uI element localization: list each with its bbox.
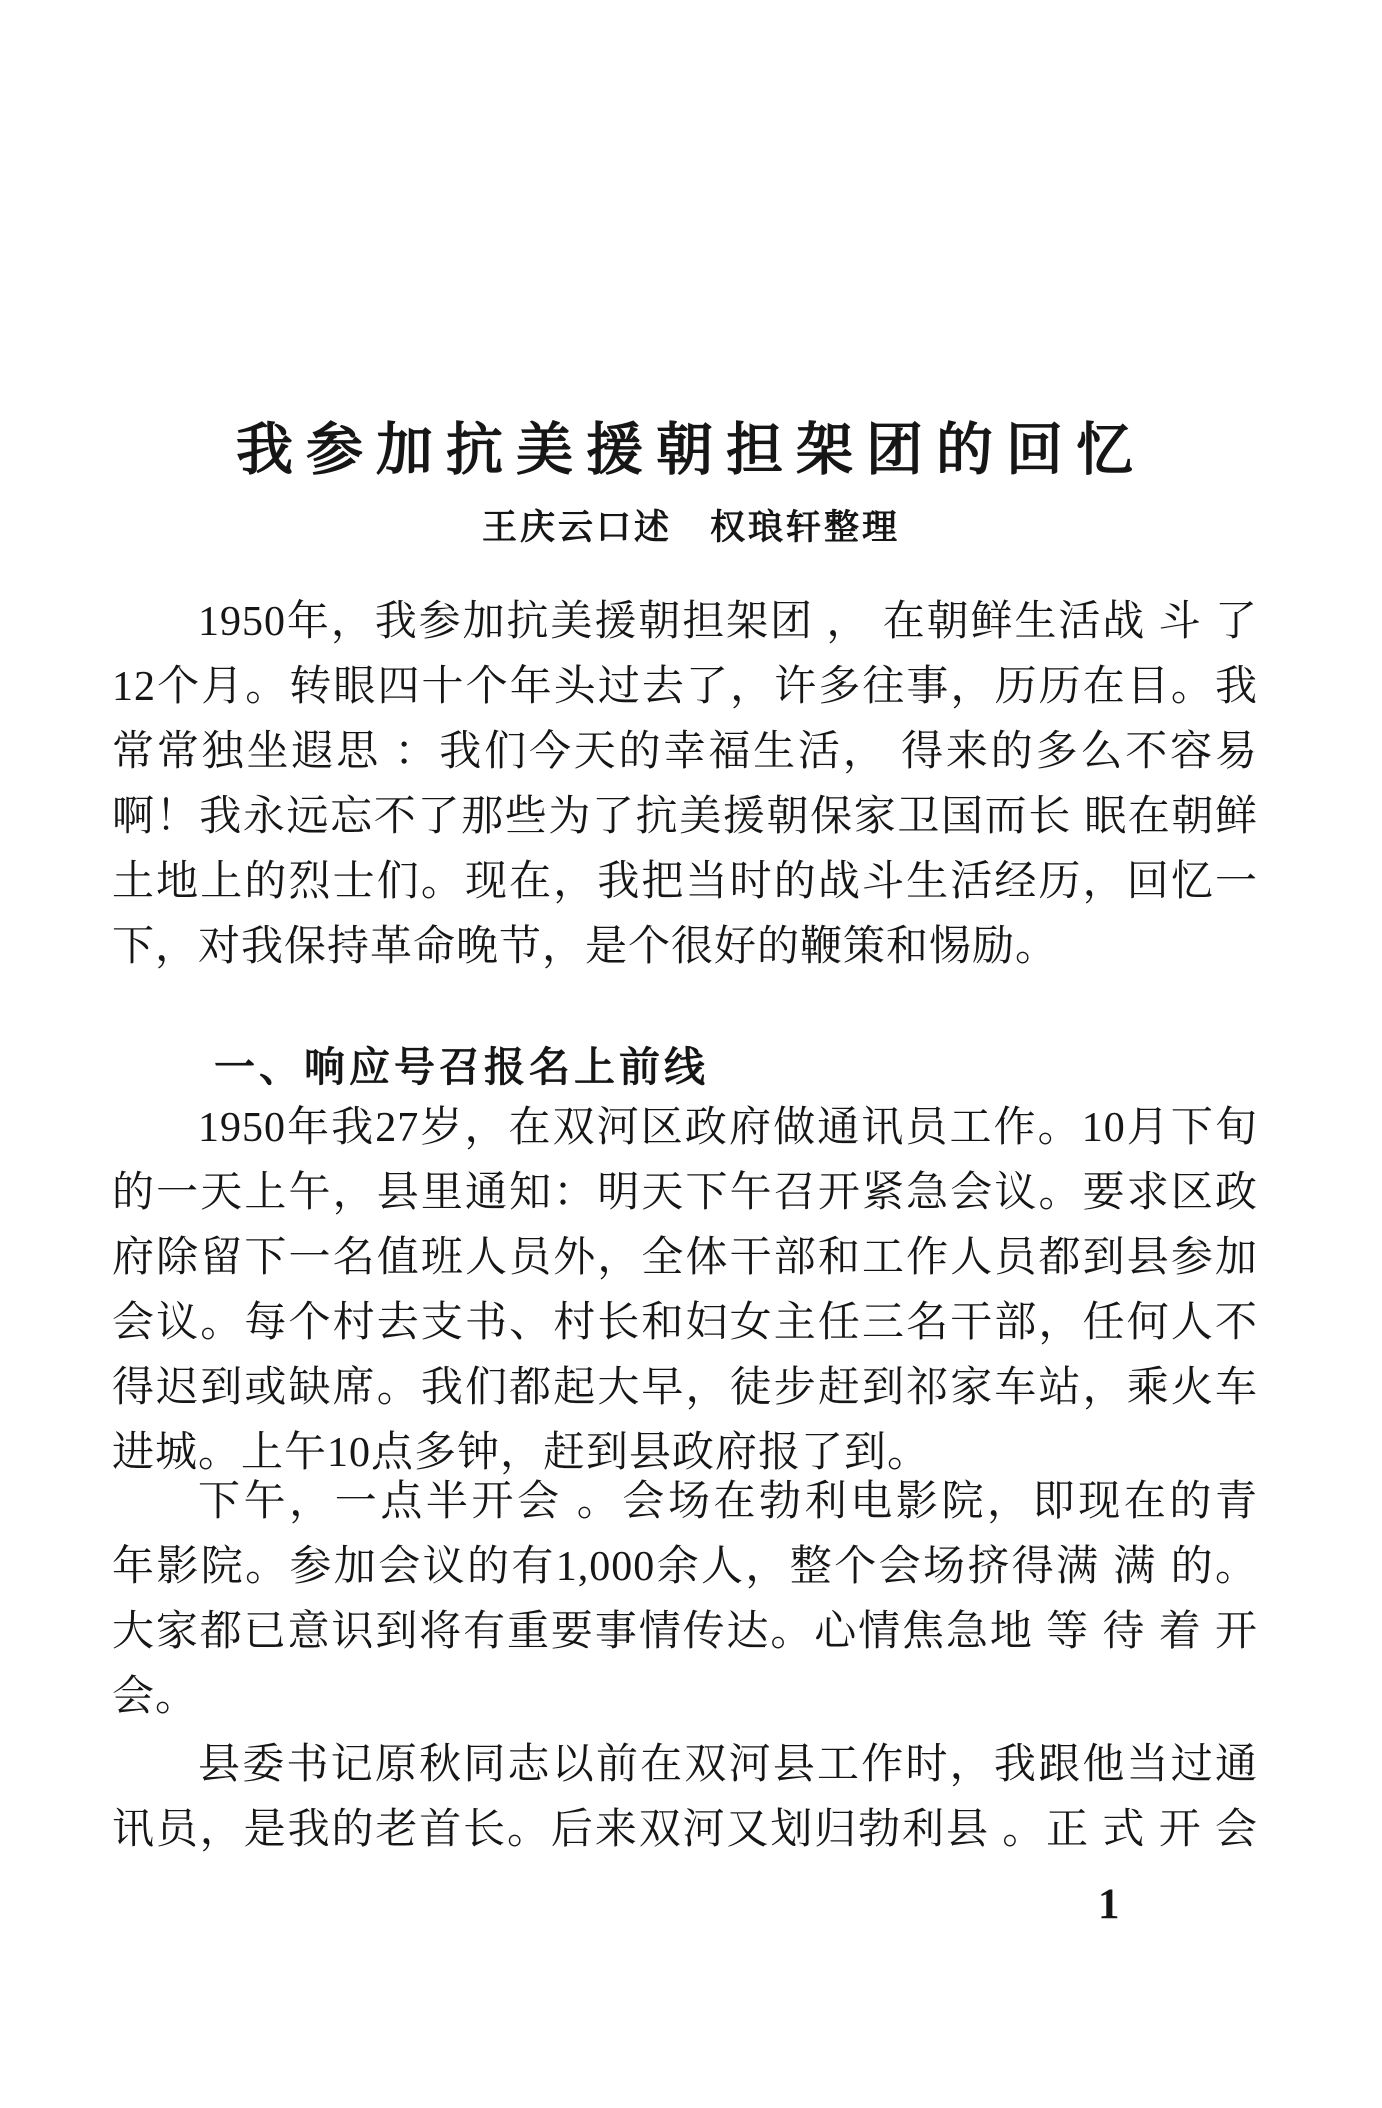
byline: 王庆云口述 权琅轩整理 bbox=[481, 508, 900, 547]
text-line: 12个月。转眼四十个年头过去了，许多往事，历历在目。我 bbox=[112, 664, 1258, 710]
page-title: 我参加抗美援朝担架团的回忆 bbox=[236, 419, 1146, 483]
text-line: 下，对我保持革命晚节，是个很好的鞭策和惕励。 bbox=[112, 924, 1059, 970]
text-line: 府除留下一名值班人员外，全体干部和工作人员都到县参加 bbox=[112, 1235, 1258, 1281]
text-line: 讯员，是我的老首长。后来双河又划归勃利县 。正 式 开 会 bbox=[112, 1807, 1258, 1853]
body-paragraph bbox=[112, 1096, 1258, 1486]
text-line: 年影院。参加会议的有1,000余人，整个会场挤得满 满 的。 bbox=[112, 1544, 1258, 1590]
text-line: 大家都已意识到将有重要事情传达。心情焦急地 等 待 着 开 bbox=[112, 1609, 1258, 1655]
intro-paragraph bbox=[112, 590, 1258, 980]
page-number: 1 bbox=[1098, 1881, 1120, 1928]
text-line: 1950年我27岁，在双河区政府做通讯员工作。10月下旬 bbox=[198, 1105, 1258, 1151]
text-line: 下午，一点半开会 。会场在勃利电影院，即现在的青 bbox=[198, 1479, 1258, 1525]
text-line: 啊！我永远忘不了那些为了抗美援朝保家卫国而长 眠在朝鲜 bbox=[112, 794, 1258, 840]
section-heading: 一、响应号召报名上前线 bbox=[214, 1044, 709, 1091]
text-line: 土地上的烈士们。现在，我把当时的战斗生活经历，回忆一 bbox=[112, 859, 1258, 905]
text-line: 常常独坐遐思 ：我们今天的幸福生活， 得来的多么不容易 bbox=[112, 729, 1258, 775]
text-line: 县委书记原秋同志以前在双河县工作时，我跟他当过通 bbox=[198, 1742, 1258, 1788]
text-line: 得迟到或缺席。我们都起大早，徒步赶到祁家车站，乘火车 bbox=[112, 1365, 1258, 1411]
body-paragraph bbox=[112, 1733, 1258, 1863]
text-line: 会。 bbox=[112, 1674, 199, 1720]
text-line: 进城。上午10点多钟，赶到县政府报了到。 bbox=[112, 1430, 931, 1476]
body-paragraph bbox=[112, 1470, 1258, 1730]
text-line: 会议。每个村去支书、村长和妇女主任三名干部，任何人不 bbox=[112, 1300, 1258, 1346]
text-line: 1950年，我参加抗美援朝担架团 ， 在朝鲜生活战 斗 了 bbox=[198, 599, 1258, 645]
text-line: 的一天上午，县里通知：明天下午召开紧急会议。要求区政 bbox=[112, 1170, 1258, 1216]
